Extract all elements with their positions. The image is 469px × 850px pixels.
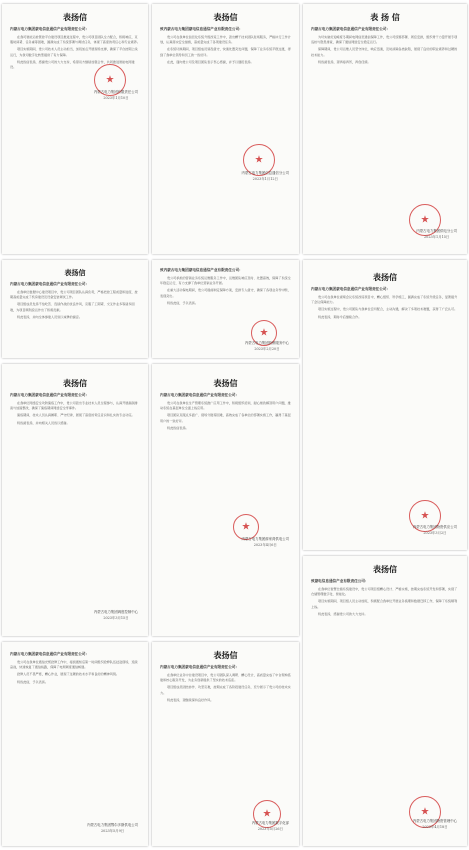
signature-date: 2023年5月26日	[257, 827, 283, 831]
letter-card-9	[303, 556, 467, 846]
letter-signature	[413, 524, 457, 535]
letter-paragraph: 特此表扬，感谢贵公司的大力支持。	[318, 611, 368, 616]
letter-title: 表扬信	[63, 378, 87, 388]
letter-paragraph: 项目团队克服点多面广、现场分散等困难，高效完成了各单位的部署实施工作，赢得了基层用户的一致好评。	[160, 413, 291, 423]
letter-signature	[413, 818, 457, 829]
letter-title: 表扬信	[373, 564, 397, 574]
signature-org: 内蒙古电力集团物资供应公司	[412, 525, 457, 529]
letter-paragraph: 项目实施期间，贵公司技术人员主动担当，加班加点开展现场支撑，确保了平台按期上线运行，为我司数字化转型提供了有力保障。	[10, 47, 138, 57]
signature-org: 内蒙古电力集团数字化部	[251, 821, 289, 825]
letter-paragraph: 贵公司在我单位通信光缆抢修工作中，接到通知后第一时间组织抢修队伍赶赴现场，连续奋战，快速恢复了通信线路，保障了电网调度通信畅通。	[10, 660, 138, 670]
letter-paragraph: 特致此信，予以表扬。	[17, 679, 48, 684]
letter-card-3	[303, 4, 467, 254]
letter-signature	[242, 170, 289, 181]
letter-card-2	[152, 4, 299, 254]
letter-title: 表扬信	[213, 378, 238, 388]
signature-org: 内蒙古电力集团鄂尔多斯供电公司	[87, 823, 138, 827]
letter-recipient: 内蒙古电力集团蒙电信息通信产业有限责任公司：	[10, 27, 90, 31]
letter-paragraph: 项目组成员发扬不怕吃苦、连续作战的优良作风，克服了工期紧、交叉作业多等诸多困难，为项目顺利投运作出了积极贡献。	[10, 302, 135, 312]
letter-paragraph: 贵公司在我单位生产管理系统推广应用工作中，积极组织培训，耐心细致解答用户问题，推动系统在基层单位全面上线应用。	[160, 401, 291, 411]
letter-card-10	[2, 642, 148, 846]
letter-card-1	[2, 4, 148, 254]
letter-paragraph: 项目实施过程中，贵公司团队与我单位密切配合，主动沟通，解决了多项技术难题，获得了广泛认可。	[318, 307, 458, 312]
letter-paragraph: 特此表扬，望继续保持良好作风。	[167, 697, 214, 702]
signature-date: 2023年5月9日	[101, 829, 125, 833]
signature-org: 内蒙古电力集团信息通信分公司	[241, 171, 289, 175]
letter-paragraph: 特致此信，予以表扬。	[167, 300, 198, 305]
signature-date: 2023年1月12日	[252, 177, 278, 181]
letter-paragraph: 贵公司在我单位视频会议系统改造项目中，精心组织、科学施工，圆满完成了系统升级任务，显著提升了会议保障能力。	[311, 295, 458, 305]
signature-date: 2023年3月15日	[103, 616, 129, 620]
letter-card-4	[2, 260, 148, 358]
letter-paragraph: 项目组成员团结协作、攻坚克难，按期完成了各阶段建设任务，充分展示了贵公司的技术实力。	[160, 685, 291, 695]
letter-recipient: 内蒙古电力集团蒙电信息通信产业有限责任公司：	[10, 282, 90, 286]
letter-title: 表扬信	[213, 650, 238, 660]
signature-org: 内蒙古电力集团营销服务中心	[244, 341, 289, 345]
letter-signature	[252, 820, 289, 831]
signature-date: 2023年3月2日	[423, 531, 447, 535]
letter-title: 表扬信	[213, 12, 238, 22]
letter-paragraph: 特此表扬，期待今后继续合作。	[318, 314, 362, 319]
letter-card-7	[2, 364, 148, 636]
signature-date: 2023年2月20日	[254, 347, 280, 351]
letter-signature	[242, 536, 289, 547]
letter-paragraph: 在我单位智慧仓储系统建设中，贵公司项目组精心设计、严格实施，按期完成系统开发和部署，实现了仓储管理数字化、智能化。	[311, 587, 458, 597]
letter-card-5	[152, 260, 299, 358]
letter-paragraph: 项目实施期间，项目组人员主动加班，积极配合我单位开展业务梳理和数据迁移工作，保障了系统顺利上线。	[311, 599, 458, 609]
letter-title: 表扬信	[64, 268, 86, 277]
letter-card-11	[152, 642, 299, 846]
letter-paragraph: 抢修人员不畏严寒，精心作业，展现了过硬的技术水平和良好的精神风貌。	[17, 672, 120, 677]
letter-recipient: 内蒙古电力集团蒙电信息通信产业有限责任公司：	[10, 393, 90, 397]
letter-card-6	[303, 260, 467, 550]
letter-paragraph: 特此致信表扬。	[167, 425, 189, 430]
letter-paragraph: 在我单位业务中台建设项目中，贵公司团队深入调研、精心设计，高质量完成了中台架构搭建和核心服务开发，为业务创新提供了坚实的技术底座。	[160, 673, 291, 683]
letter-recipient: 内蒙古电力集团蒙电信息通信产业有限责任公司：	[311, 27, 391, 31]
letter-paragraph: 特此表扬，并向全体参建人员致以诚挚的谢意。	[17, 314, 82, 319]
signature-org: 内蒙古电力集团薛家湾供电公司	[241, 537, 289, 541]
letter-paragraph: 贵公司在我单位信息化系统升级改造工作中，派出精干技术团队驻场服务，严格执行工作计划，认真落实安全措施，高质量完成了各项建设任务。	[160, 35, 291, 45]
letter-recipient: 致内蒙古电力集团蒙电信息通信产业有限责任公司：	[160, 268, 243, 272]
signature-org: 内蒙古电力集团物资管理中心	[412, 819, 457, 823]
letter-paragraph: 贵公司承担的营销业务系统运维服务工作中，运维团队响应及时、处置高效，保障了系统全年稳定运行，有力支撑了我单位营销业务开展。	[160, 276, 291, 286]
letter-signature	[94, 89, 138, 100]
letter-signature	[245, 340, 289, 351]
letter-paragraph: 在系统切换期间，项目组成员昼夜值守，快速处置突发问题，保障了业务系统平稳过渡，得到了我单位领导和员工的一致好评。	[160, 47, 291, 57]
signature-org: 内蒙古电力集团调度控制中心	[93, 610, 138, 614]
signature-org: 内蒙古电力集团有限责任公司	[93, 90, 138, 94]
letter-title: 表扬信	[373, 272, 397, 282]
letter-recipient: 内蒙古电力集团蒙电信息通信产业有限责任公司：	[160, 393, 240, 397]
letter-paragraph: 在我单位数据中心建设项目中，贵公司项目团队认真负责，严格把控工程质量和进度，按期高质量完成了机房建设及设备安装调试工作。	[10, 290, 138, 300]
letter-signature	[416, 228, 457, 239]
letter-title: 表 扬 信	[370, 12, 400, 22]
letter-title: 表扬信	[63, 12, 87, 22]
letter-recipient: 致蒙电信息通信产业有限责任公司：	[311, 579, 369, 583]
signature-date: 2023年1月15日	[424, 235, 450, 239]
letter-paragraph: 演练期间，技术人员认真履职、严守纪律，展现了高度的责任意识和扎实的专业功底。	[17, 413, 135, 418]
letter-recipient: 内蒙古电力集团蒙电信息通信产业有限责任公司：	[10, 652, 90, 656]
signature-org: 内蒙古电力集团供电分公司	[416, 229, 457, 233]
letter-paragraph: 在重大活动保电期间，贵公司提前制定保障方案，安排专人值守，确保了各项业务零中断，表现突出。	[160, 288, 291, 298]
signature-date: 2023年4月18日	[422, 825, 448, 829]
letter-paragraph: 特此致信表扬，感谢贵公司的大力支持，希望双方继续加强合作，共同推进智能电网建设。	[10, 59, 135, 70]
letter-paragraph: 特致函表扬，并向相关人员致以感谢。	[17, 420, 70, 425]
letter-paragraph: 为切实做好迎峰度冬期间电网信息通信保障工作，贵公司统筹部署、周密安排，组织骨干力量开展专项巡检与隐患排查，确保了通信网络安全稳定运行。	[311, 35, 458, 45]
letter-recipient: 内蒙古电力集团蒙电信息通信产业有限责任公司：	[160, 665, 240, 669]
letter-signature	[87, 822, 138, 833]
letter-recipient: 致内蒙古电力集团蒙电信息通信产业有限责任公司：	[160, 27, 243, 31]
letter-card-8	[152, 364, 299, 636]
signature-date: 2023年1月10日	[103, 96, 129, 100]
letter-paragraph: 在我司智能运检管控平台建设项目推进过程中，贵公司项目团队全力配合，积极响应，克服时间紧、任务重等困难，圆满完成了系统部署与调试任务，体现了高度的责任心和专业素养。	[10, 35, 140, 45]
letter-paragraph: 特致函表扬，望再接再厉，再创佳绩。	[318, 59, 371, 64]
letter-paragraph: 在此，谨向贵公司及项目团队表示衷心感谢，并予以通报表扬。	[167, 59, 254, 64]
letter-recipient: 内蒙古电力集团蒙电信息通信产业有限责任公司：	[311, 287, 391, 291]
letter-paragraph: 保障期间，贵公司运维人员坚守岗位，响应迅速，及时消除各类缺陷，展现了良好的职业素养和过硬的技术能力。	[311, 47, 458, 57]
letter-signature	[94, 609, 138, 620]
signature-date: 2023年4月6日	[253, 543, 277, 547]
letter-paragraph: 在我单位网络安全攻防演练工作中，贵公司派出专业技术人员全程参与，认真开展漏洞排查与加固整改，确保了演练期间网络安全零事件。	[10, 401, 138, 411]
